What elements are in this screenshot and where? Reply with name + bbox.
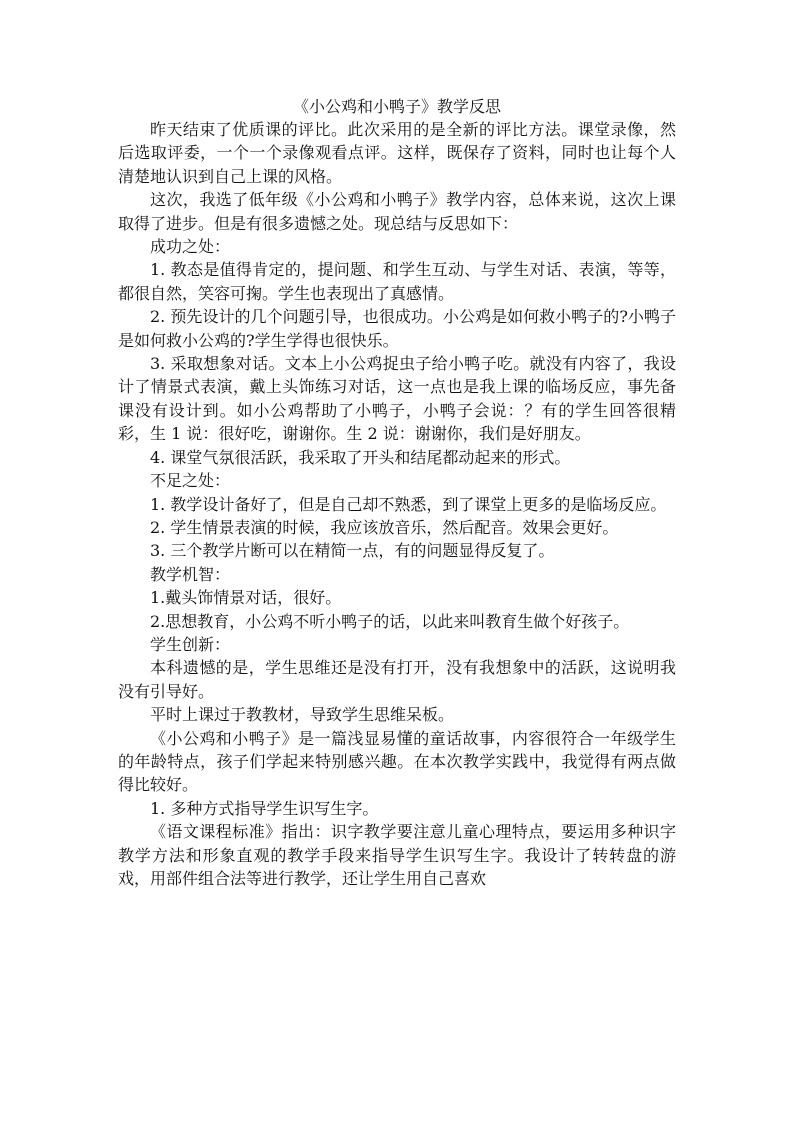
teaching-wit-item-1: 1.戴头饰情景对话，很好。 bbox=[150, 588, 342, 608]
heading-successes: 成功之处： bbox=[150, 237, 231, 257]
story-paragraph: 《小公鸡和小鸭子》是一篇浅显易懂的童话故事，内容很符合一年级学生的年龄特点，孩子们学起来特别感兴趣。在本次教学实践中，我觉得有两点做得比较好。 bbox=[118, 728, 676, 795]
success-item-3: 3. 采取想象对话。文本上小公鸡捉虫子给小鸭子吃。就没有内容了，我设计了情景式表演，戴上头饰练习对话，这一点也是我上课的临场反应，事先备课没有设计到。如小公鸡帮助了小鸭子，小鸭子会说：？有的学生回答很精彩，生 1 说：很好吃，谢谢你。生 2 说：谢谢你，我们是好朋友。 bbox=[118, 354, 676, 444]
shortcoming-item-3: 3. 三个教学片断可以在精简一点，有的问题显得反复了。 bbox=[150, 541, 555, 561]
innovation-paragraph-1: 本科遗憾的是，学生思维还是没有打开，没有我想象中的活跃，这说明我没有引导好。 bbox=[118, 658, 676, 701]
document-title: 《小公鸡和小鸭子》教学反思 bbox=[292, 97, 501, 116]
heading-teaching-wit: 教学机智： bbox=[150, 564, 231, 584]
curriculum-paragraph: 《语文课程标准》指出：识字教学要注意儿童心理特点，要运用多种识字教学方法和形象直观的教学手段来指导学生识写生字。我设计了转转盘的游戏，用部件组合法等进行教学，还让学生用自己喜欢 bbox=[118, 822, 676, 888]
success-item-1: 1. 教态是值得肯定的，提问题、和学生互动、与学生对话、表演，等等，都很自然，笑容可掬。学生也表现出了真感情。 bbox=[118, 260, 676, 303]
paragraph-overview: 这次，我选了低年级《小公鸡和小鸭子》教学内容，总体来说，这次上课取得了进步。但是有很多遗憾之处。现总结与反思如下： bbox=[118, 190, 676, 233]
shortcoming-item-1: 1. 教学设计备好了，但是自己却不熟悉，到了课堂上更多的是临场反应。 bbox=[150, 494, 667, 514]
success-item-4: 4. 课堂气氛很活跃，我采取了开头和结尾都动起来的形式。 bbox=[150, 447, 571, 467]
method-item-1: 1. 多种方式指导学生识写生字。 bbox=[150, 798, 379, 818]
heading-shortcomings: 不足之处： bbox=[150, 471, 231, 491]
paragraph-intro: 昨天结束了优质课的评比。此次采用的是全新的评比方法。课堂录像，然后选取评委，一个一个录像观看点评。这样，既保存了资料，同时也让每个人清楚地认识到自己上课的风格。 bbox=[118, 120, 676, 186]
document-page bbox=[118, 96, 676, 890]
teaching-wit-item-2: 2.思想教育，小公鸡不听小鸭子的话，以此来叫教育生做个好孩子。 bbox=[150, 611, 630, 631]
success-item-2: 2. 预先设计的几个问题引导，也很成功。小公鸡是如何救小鸭子的?小鸭子是如何救小公鸡的?学生学得也很快乐。 bbox=[118, 307, 676, 350]
innovation-paragraph-2: 平时上课过于教教材，导致学生思维呆板。 bbox=[150, 705, 455, 725]
shortcoming-item-2: 2. 学生情景表演的时候，我应该放音乐，然后配音。效果会更好。 bbox=[150, 517, 619, 537]
heading-student-innovation: 学生创新： bbox=[150, 634, 231, 654]
